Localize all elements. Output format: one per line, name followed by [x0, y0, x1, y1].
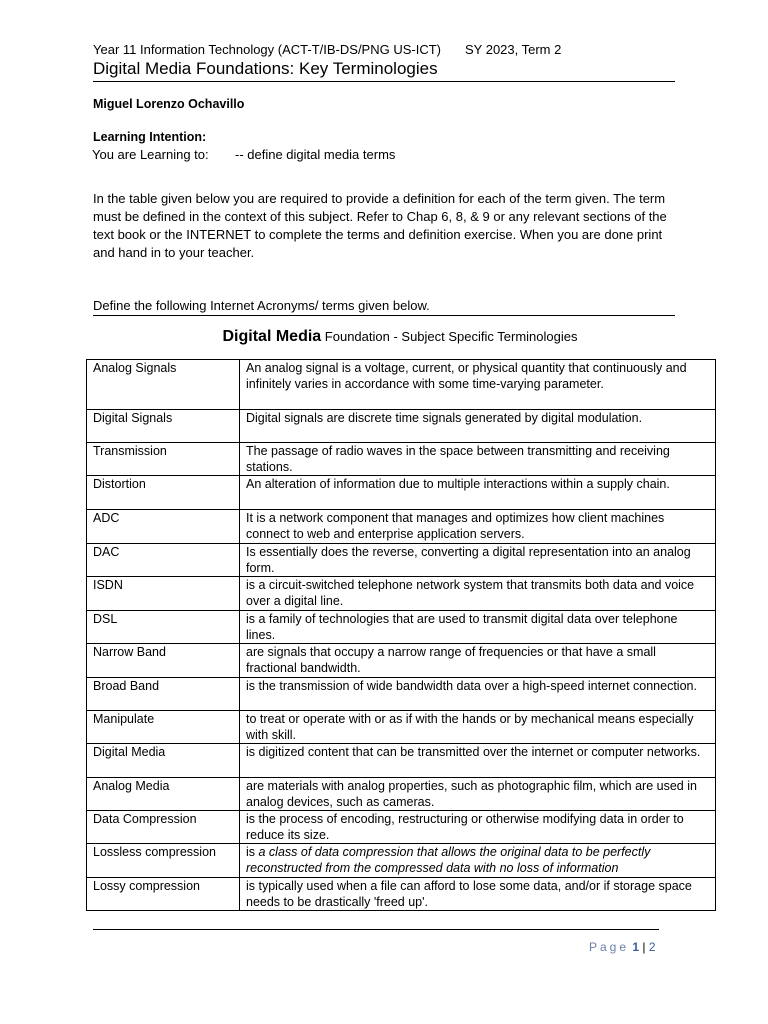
term-cell: Digital Signals	[87, 410, 240, 443]
term-cell: Analog Media	[87, 778, 240, 811]
definition-cell: to treat or operate with or as if with the hands or by mechanical means especially with skill.	[240, 711, 716, 744]
definition-cell: Digital signals are discrete time signals generated by digital modulation.	[240, 410, 716, 443]
definition-cell: Is essentially does the reverse, converting a digital representation into an analog form.	[240, 544, 716, 577]
terminology-table-body	[87, 360, 716, 911]
definition-cell: is a circuit-switched telephone network system that transmits both data and voice over a digital line.	[240, 577, 716, 611]
term-cell: ISDN	[87, 577, 240, 611]
page-number	[589, 940, 656, 954]
learning-intention-label: Learning Intention:	[93, 130, 207, 144]
current-page: 1	[632, 940, 640, 954]
author-name: Miguel Lorenzo Ochavillo	[93, 97, 245, 111]
table-row	[87, 510, 716, 544]
table-heading-rest: Foundation - Subject Specific Terminologies	[321, 329, 578, 344]
table-row	[87, 443, 716, 476]
term-cell: Transmission	[87, 443, 240, 476]
table-row	[87, 544, 716, 577]
definition-cell: It is a network component that manages and optimizes how client machines connect to web and enterprise application servers.	[240, 510, 716, 544]
table-row	[87, 811, 716, 844]
term-cell: Data Compression	[87, 811, 240, 844]
table-row	[87, 476, 716, 510]
header-divider	[93, 81, 675, 82]
section-divider	[93, 315, 675, 316]
term-cell: Analog Signals	[87, 360, 240, 410]
terminology-table	[86, 359, 716, 911]
table-row	[87, 410, 716, 443]
table-row	[87, 778, 716, 811]
table-row	[87, 711, 716, 744]
term-cell: ADC	[87, 510, 240, 544]
table-heading	[86, 328, 714, 346]
learning-intention-value: -- define digital media terms	[235, 147, 396, 162]
learning-intention-prompt: You are Learning to:	[92, 147, 209, 162]
term-cell: Distortion	[87, 476, 240, 510]
term-cell: Digital Media	[87, 744, 240, 778]
term-cell: DAC	[87, 544, 240, 577]
page-title: Digital Media Foundations: Key Terminologies	[93, 59, 438, 78]
definition-cell: is the process of encoding, restructuring or otherwise modifying data in order to reduce its size.	[240, 811, 716, 844]
table-row	[87, 678, 716, 711]
table-row	[87, 744, 716, 778]
term-cell: Lossy compression	[87, 878, 240, 911]
definition-cell: The passage of radio waves in the space between transmitting and receiving stations.	[240, 443, 716, 476]
definition-cell: An analog signal is a voltage, current, or physical quantity that continuously and infinitely varies in accordance with some time-varying parameter.	[240, 360, 716, 410]
table-row	[87, 611, 716, 644]
definition-cell: is typically used when a file can afford to lose some data, and/or if storage space needs to be drastically 'freed up'.	[240, 878, 716, 911]
table-heading-bold: Digital Media	[222, 328, 322, 345]
table-row	[87, 644, 716, 678]
footer-divider	[93, 929, 659, 930]
term-cell: Narrow Band	[87, 644, 240, 678]
course-header	[93, 42, 562, 57]
definition-cell: is the transmission of wide bandwidth data over a high-speed internet connection.	[240, 678, 716, 711]
table-row	[87, 878, 716, 911]
term-cell: Broad Band	[87, 678, 240, 711]
term-cell: Manipulate	[87, 711, 240, 744]
table-row	[87, 844, 716, 878]
table-row	[87, 577, 716, 611]
definition-cell: are signals that occupy a narrow range of frequencies or that have a small fractional bandwidth.	[240, 644, 716, 678]
instructions-paragraph: In the table given below you are required to provide a definition for each of the term given. The term must be defined in the context of this subject. Refer to Chap 6, 8, & 9 or any relevant sections of the text book or the INTERNET to complete the terms and definition exercise. When you are done print and hand in to your teacher.	[93, 191, 667, 260]
term-cell: DSL	[87, 611, 240, 644]
definition-prefix: is	[246, 845, 259, 859]
table-row	[87, 360, 716, 410]
define-instruction: Define the following Internet Acronyms/ terms given below.	[93, 298, 430, 313]
total-pages: 2	[648, 940, 656, 954]
term-cell: Lossless compression	[87, 844, 240, 878]
definition-cell: An alteration of information due to multiple interactions within a supply chain.	[240, 476, 716, 510]
page-separator: |	[642, 940, 646, 954]
definition-cell: are materials with analog properties, such as photographic film, which are used in analog devices, such as cameras.	[240, 778, 716, 811]
learning-intention-row	[92, 147, 396, 162]
definition-cell	[240, 844, 716, 878]
definition-cell: is digitized content that can be transmitted over the internet or computer networks.	[240, 744, 716, 778]
definition-cell: is a family of technologies that are used to transmit digital data over telephone lines.	[240, 611, 716, 644]
school-term: SY 2023, Term 2	[465, 42, 562, 57]
page-word: Page	[589, 940, 630, 954]
course-name: Year 11 Information Technology (ACT-T/IB-DS/PNG US-ICT)	[93, 42, 441, 57]
definition-text: a class of data compression that allows the original data to be perfectly reconstructed from the compressed data with no loss of information	[246, 845, 651, 875]
